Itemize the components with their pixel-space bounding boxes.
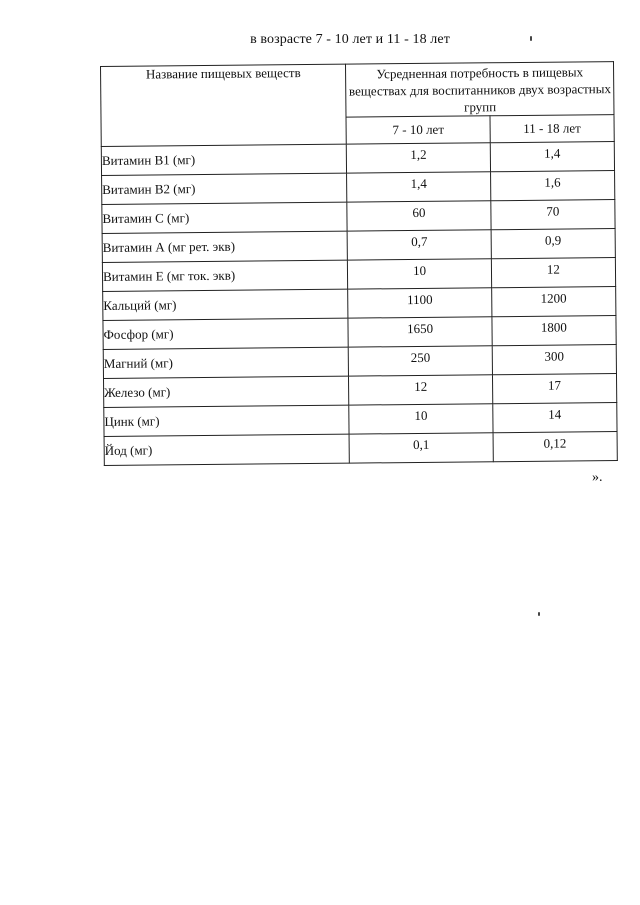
value-text: 1200 [540, 290, 567, 306]
value-text: 12 [546, 261, 560, 277]
value-text: 70 [546, 203, 560, 219]
value-text: 0,12 [543, 435, 567, 451]
value-cell-age-11-18 [492, 374, 617, 404]
value-cell-age-7-10 [348, 259, 492, 289]
value-cell-age-11-18 [490, 171, 615, 201]
value-text: 10 [412, 262, 427, 279]
value-cell-age-11-18 [491, 258, 616, 288]
value-cell-age-11-18 [491, 200, 616, 230]
value-text: 12 [414, 378, 428, 394]
value-cell-age-11-18 [492, 345, 617, 375]
scan-speck [538, 612, 540, 616]
closing-quote-mark: ». [592, 470, 603, 485]
value-cell-age-7-10 [347, 201, 491, 231]
value-cell-age-11-18 [492, 316, 617, 346]
value-cell-age-7-10 [349, 346, 493, 376]
value-text: 1100 [407, 291, 433, 308]
table-row [104, 432, 617, 466]
value-cell-age-11-18 [492, 403, 617, 433]
value-cell-age-11-18 [491, 287, 616, 317]
age-group-header-7-10: 7 - 10 лет [346, 116, 490, 144]
table-body [101, 142, 617, 466]
nutrient-name-cell: Йод (мг) [104, 434, 350, 465]
value-cell-age-7-10 [348, 230, 492, 260]
nutrient-name-cell: Магний (мг) [103, 347, 349, 378]
nutrient-name-cell: Витамин С (мг) [102, 202, 348, 233]
nutrient-name-cell: Витамин В1 (мг) [101, 144, 347, 175]
value-cell-age-7-10 [347, 143, 491, 173]
value-text: 0,7 [411, 233, 428, 250]
value-text: 14 [548, 406, 562, 422]
value-text: 1650 [407, 320, 434, 337]
table-header-row [101, 62, 614, 120]
age-group-header-11-18: 11 - 18 лет [490, 115, 615, 143]
nutrient-name-cell: Кальций (мг) [103, 289, 349, 320]
value-cell-age-7-10 [350, 433, 494, 463]
value-text: 1,4 [410, 175, 427, 192]
value-text: 1,6 [544, 174, 561, 190]
nutrient-name-cell: Железо (мг) [103, 376, 349, 407]
nutrient-name-cell: Витамин В2 (мг) [102, 173, 348, 204]
value-cell-age-7-10 [349, 404, 493, 434]
value-text: 1,2 [410, 146, 427, 163]
nutrient-name-cell: Витамин А (мг рет. экв) [102, 231, 348, 262]
value-text: 300 [544, 348, 564, 364]
nutrient-name-cell: Фосфор (мг) [103, 318, 349, 349]
group-column-header: Усредненная потребность в пищевых веществах для воспитанников двух возрастных групп [346, 62, 614, 118]
value-cell-age-7-10 [349, 375, 493, 405]
value-cell-age-11-18 [490, 142, 615, 172]
page-heading: в возрасте 7 - 10 лет и 11 - 18 лет [250, 32, 450, 47]
value-text: 0,9 [544, 232, 562, 248]
nutrient-requirements-table [100, 61, 618, 466]
value-text: 1800 [540, 319, 567, 335]
value-cell-age-7-10 [348, 288, 492, 318]
scan-speck [530, 36, 532, 41]
nutrient-name-cell: Витамин Е (мг ток. экв) [102, 260, 348, 291]
value-text: 250 [410, 349, 431, 366]
value-text: 0,1 [413, 436, 430, 453]
name-column-header: Название пищевых веществ [101, 64, 347, 146]
value-cell-age-11-18 [491, 229, 616, 259]
value-text: 17 [547, 377, 562, 393]
value-text: 10 [414, 407, 428, 423]
value-cell-age-11-18 [493, 432, 618, 462]
value-cell-age-7-10 [347, 172, 491, 202]
nutrient-name-cell: Цинк (мг) [104, 405, 350, 436]
value-text: 60 [412, 204, 426, 221]
value-cell-age-7-10 [348, 317, 492, 347]
value-text: 1,4 [544, 145, 561, 161]
